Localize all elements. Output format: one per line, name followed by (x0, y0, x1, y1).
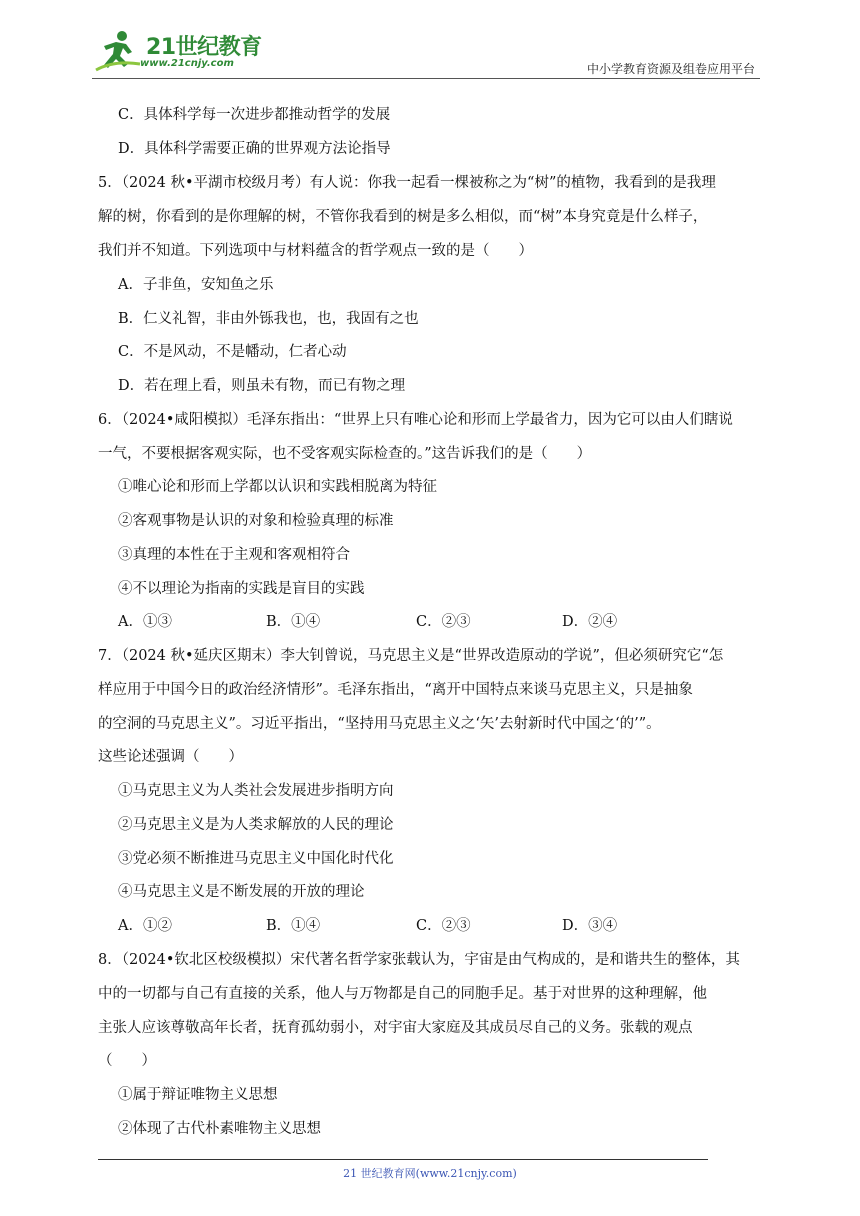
q8-stem-line-4: （ ） (98, 1053, 156, 1069)
q5-stem-line-3: 我们并不知道。下列选项中与材料蕴含的哲学观点一致的是（ ） (98, 243, 533, 259)
q7-option-b: B．①④ (266, 918, 321, 934)
footer-divider (98, 1159, 708, 1160)
q7-stem-line-4: 这些论述强调（ ） (98, 749, 243, 765)
q6-option-d: D．②④ (562, 614, 618, 630)
q7-statement-4: ④马克思主义是不断发展的开放的理论 (118, 884, 365, 900)
q8-stem-line-1: 8．（2024•钦北区校级模拟）宋代著名哲学家张载认为，宇宙是由气构成的，是和谐共生的整体，其 (98, 952, 740, 968)
q6-statement-3: ③真理的本性在于主观和客观相符合 (118, 547, 350, 563)
q7-option-a: A．①② (118, 918, 172, 934)
header-divider (92, 78, 760, 79)
q4-option-d: D．具体科学需要正确的世界观方法论指导 (118, 141, 391, 157)
q6-statement-2: ②客观事物是认识的对象和检验真理的标准 (118, 513, 394, 529)
header-platform-label: 中小学教育资源及组卷应用平台 (586, 62, 755, 76)
q6-statement-4: ④不以理论为指南的实践是盲目的实践 (118, 581, 365, 597)
page-header (0, 0, 860, 80)
q6-option-b: B．①④ (266, 614, 321, 630)
site-logo[interactable] (94, 30, 262, 76)
q5-option-b: B．仁义礼智，非由外铄我也，也，我固有之也 (118, 311, 419, 327)
q6-statement-1: ①唯心论和形而上学都以认识和实践相脱离为特征 (118, 479, 437, 495)
q7-statement-1: ①马克思主义为人类社会发展进步指明方向 (118, 783, 394, 799)
q6-option-a: A．①③ (118, 614, 172, 630)
q8-stem-line-3: 主张人应该尊敬高年长者，抚育孤幼弱小，对宇宙大家庭及其成员尽自己的义务。张载的观点 (98, 1020, 693, 1036)
footer-link[interactable]: 21 世纪教育网(www.21cnjy.com) (343, 1167, 517, 1180)
q7-option-d: D．③④ (562, 918, 618, 934)
q7-statement-2: ②马克思主义是为人类求解放的人民的理论 (118, 817, 394, 833)
logo-brand-text: 21世纪教育 (146, 35, 262, 60)
logo-url-text: www.21cnjy.com (140, 58, 234, 69)
q7-stem-line-1: 7．（2024 秋•延庆区期末）李大钊曾说，马克思主义是“世界改造原动的学说”，但必须研究它“怎 (98, 648, 724, 664)
q5-option-d: D．若在理上看，则虽未有物，而已有物之理 (118, 378, 406, 394)
q7-statement-3: ③党必须不断推进马克思主义中国化时代化 (118, 851, 394, 867)
q7-stem-line-2: 样应用于中国今日的政治经济情形”。毛泽东指出，“离开中国特点来谈马克思主义，只是抽象 (98, 682, 693, 698)
q6-stem-line-1: 6．（2024•咸阳模拟）毛泽东指出：“世界上只有唯心论和形而上学最省力，因为它可以由人们瞎说 (98, 412, 733, 428)
q4-option-c: C．具体科学每一次进步都推动哲学的发展 (118, 107, 391, 123)
q6-option-c: C．②③ (416, 614, 471, 630)
q6-stem-line-2: 一气，不要根据客观实际，也不受客观实际检查的。”这告诉我们的是（ ） (98, 446, 592, 462)
q5-stem-line-1: 5．（2024 秋•平湖市校级月考）有人说：你我一起看一棵被称之为“树”的植物，我看到的是我理 (98, 175, 716, 191)
runner-logo-icon (94, 30, 144, 74)
q5-option-a: A．子非鱼，安知鱼之乐 (118, 277, 274, 293)
q8-statement-1: ①属于辩证唯物主义思想 (118, 1087, 278, 1103)
q8-statement-2: ②体现了古代朴素唯物主义思想 (118, 1121, 321, 1137)
q5-option-c: C．不是风动，不是幡动，仁者心动 (118, 344, 347, 360)
q7-stem-line-3: 的空洞的马克思主义”。习近平指出，“坚持用马克思主义之‘矢’去射新时代中国之‘的’”。 (98, 716, 661, 732)
q8-stem-line-2: 中的一切都与自己有直接的关系，他人与万物都是自己的同胞手足。基于对世界的这种理解，他 (98, 986, 707, 1002)
q7-option-c: C．②③ (416, 918, 471, 934)
q5-stem-line-2: 解的树，你看到的是你理解的树，不管你我看到的树是多么相似，而“树”本身究竟是什么样子， (98, 209, 708, 225)
